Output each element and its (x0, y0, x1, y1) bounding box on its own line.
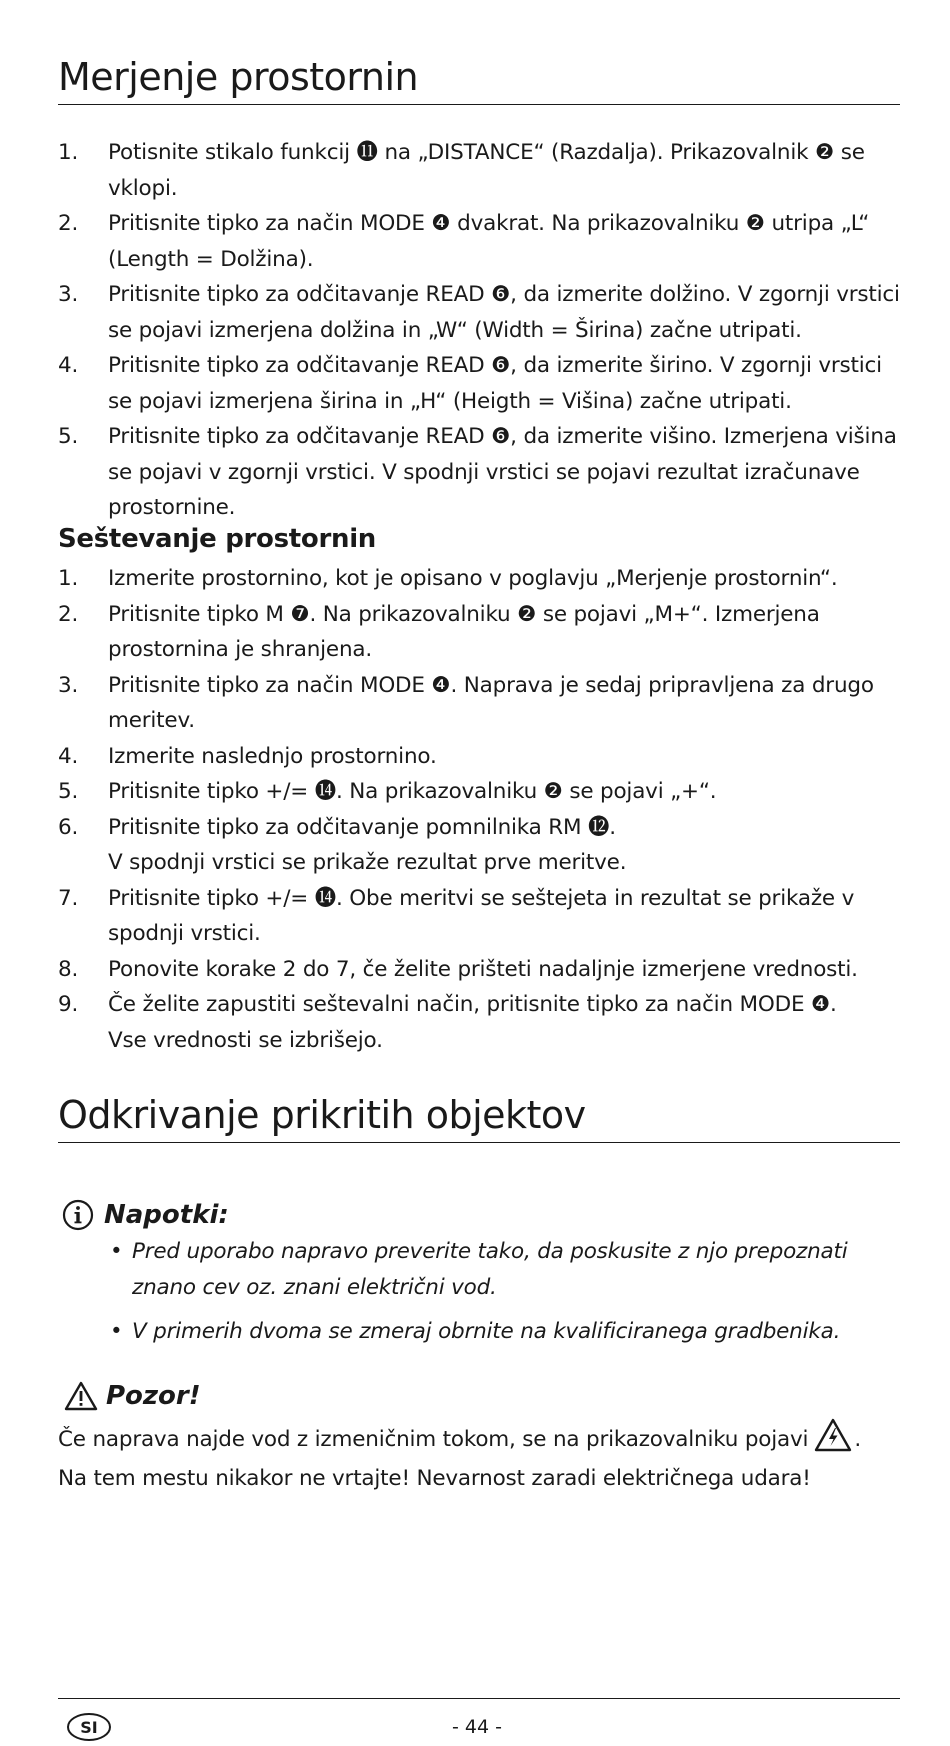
list-item (58, 597, 908, 668)
list-item (58, 419, 908, 526)
list-item: • V primerih dvoma se zmeraj obrnite na kvalificiranega gradbenika. (110, 1314, 900, 1350)
subsection-title-sum: Seštevanje prostornin (58, 524, 377, 554)
warning-line1-end: . (854, 1427, 861, 1452)
list-item (58, 881, 908, 952)
list-item (58, 774, 908, 810)
step-number: 2. (58, 211, 79, 236)
list-item (58, 561, 908, 597)
warning-label: Pozor! (106, 1381, 201, 1411)
step-text: Pritisnite tipko za odčitavanje pomnilnika RM ⓬. V spodnji vrstici se prikaže rezultat prve meritve. (108, 814, 627, 875)
list-item (58, 135, 908, 206)
step-text: Pritisnite tipko za način MODE ❹ dvakrat. Na prikazovalniku ❷ utripa „L“ (Length = Dolžina). (108, 211, 870, 272)
step-number: 1. (58, 566, 79, 591)
step-text: Pritisnite tipko za način MODE ❹. Naprava je sedaj pripravljena za drugo meritev. (108, 672, 874, 733)
step-number: 2. (58, 601, 79, 627)
step-number: 5. (58, 424, 79, 449)
list-item (58, 206, 908, 277)
volume-steps-list (58, 135, 908, 526)
section-title-volume: Merjenje prostornin (58, 55, 419, 99)
step-number: 7. (58, 885, 79, 911)
step-text: Pritisnite tipko za odčitavanje READ ❻, da izmerite širino. V zgornji vrstici se pojavi izmerjena širina in „H“ (Heigth = Višina) začne utripati. (108, 353, 882, 414)
list-item (58, 810, 908, 881)
step-text: Če želite zapustiti seštevalni način, pritisnite tipko za način MODE ❹. Vse vrednosti se izbrišejo. (108, 992, 837, 1053)
list-item (58, 348, 908, 419)
notes-label: Napotki: (104, 1200, 229, 1230)
step-number: 6. (58, 814, 79, 840)
notes-list (110, 1234, 900, 1358)
info-circle-icon (62, 1199, 94, 1231)
step-text: Pritisnite tipko +/= ⓮. Na prikazovalniku ❷ se pojavi „+“. (108, 779, 717, 804)
warning-heading (64, 1381, 201, 1411)
voltage-warning-icon (814, 1418, 852, 1452)
warning-line2: Na tem mestu nikakor ne vrtajte! Nevarnost zaradi električnega udara! (58, 1466, 811, 1491)
sum-steps-list (58, 561, 908, 1058)
step-number: 4. (58, 353, 79, 378)
step-text: Pritisnite tipko za odčitavanje READ ❻, da izmerite višino. Izmerjena višina se pojavi v zgornji vrstici. V spodnji vrstici se pojavi rezultat izračunave prostornine. (108, 424, 897, 520)
step-text: Potisnite stikalo funkcij ⓫ na „DISTANCE“ (Razdalja). Prikazovalnik ❷ se vklopi. (108, 140, 865, 201)
notes-heading (62, 1199, 229, 1231)
list-item (58, 987, 908, 1058)
list-item (58, 739, 908, 775)
step-text: Izmerite prostornino, kot je opisano v poglavju „Merjenje prostornin“. (108, 566, 838, 591)
title-divider (58, 104, 900, 105)
step-number: 3. (58, 672, 79, 698)
step-text: Pritisnite tipko za odčitavanje READ ❻, da izmerite dolžino. V zgornji vrstici se pojavi izmerjena dolžina in „W“ (Width = Širina) začne utripati. (108, 282, 900, 343)
footer-lang: SI (80, 1718, 98, 1737)
step-number: 1. (58, 140, 79, 165)
warning-line1: Če naprava najde vod z izmeničnim tokom, se na prikazovalniku pojavi (58, 1427, 809, 1452)
step-number: 9. (58, 992, 79, 1017)
step-text: Ponovite korake 2 do 7, če želite prišteti nadaljnje izmerjene vrednosti. (108, 956, 858, 982)
list-item (58, 277, 908, 348)
list-item (58, 668, 908, 739)
step-text: Izmerite naslednjo prostornino. (108, 743, 437, 769)
list-item: • Pred uporabo napravo preverite tako, da poskusite z njo prepoznati znano cev oz. znani električni vod. (110, 1234, 900, 1306)
list-item (58, 952, 908, 988)
step-number: 8. (58, 956, 79, 982)
step-number: 3. (58, 282, 79, 307)
footer-divider (58, 1698, 900, 1699)
warning-text (58, 1418, 908, 1498)
step-number: 4. (58, 743, 79, 769)
step-text: Pritisnite tipko +/= ⓮. Obe meritvi se seštejeta in rezultat se prikaže v spodnji vrstici. (108, 885, 855, 946)
page-number: - 44 - (452, 1716, 502, 1738)
warning-triangle-icon (64, 1381, 98, 1411)
country-badge-icon (66, 1712, 112, 1742)
title-divider (58, 1142, 900, 1143)
step-text: Pritisnite tipko M ❼. Na prikazovalniku ❷ se pojavi „M+“. Izmerjena prostornina je shranjena. (108, 601, 820, 662)
step-number: 5. (58, 779, 79, 804)
section-title-detect: Odkrivanje prikritih objektov (58, 1093, 586, 1137)
